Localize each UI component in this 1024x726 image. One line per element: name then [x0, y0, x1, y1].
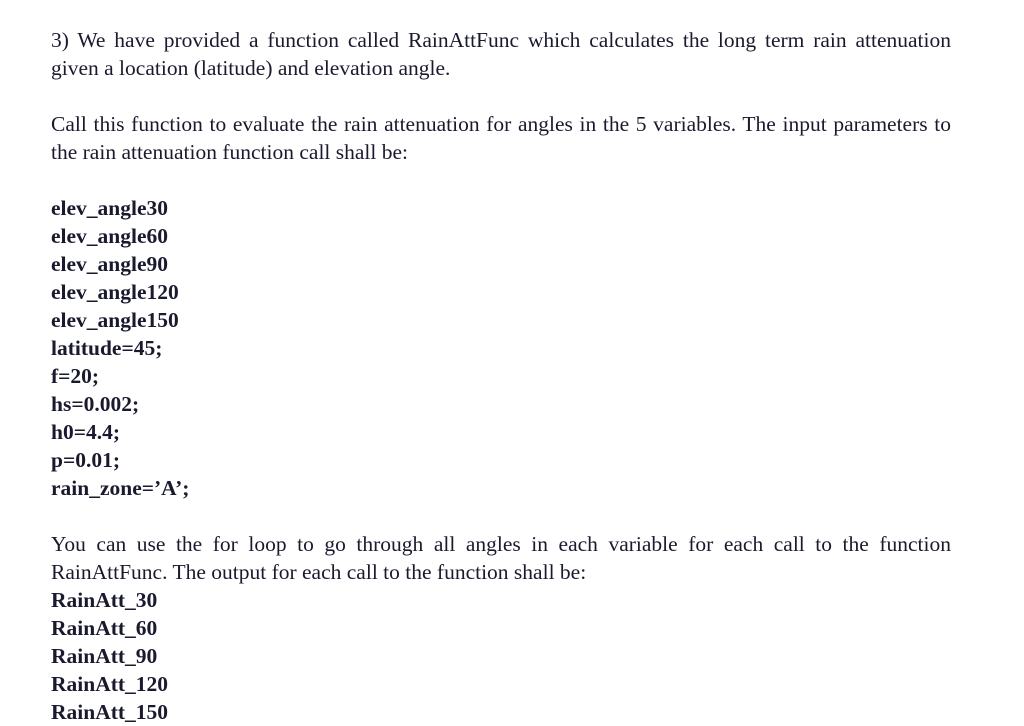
spacer [51, 166, 951, 194]
output-list [51, 586, 951, 726]
parameter-line: elev_angle150 [51, 308, 179, 332]
instruction-paragraph: Call this function to evaluate the rain attenuation for angles in the 5 variables. The input parameters to the rain attenuation function call shall be: [51, 112, 951, 164]
parameter-line: elev_angle30 [51, 196, 169, 220]
parameter-list [51, 194, 951, 502]
intro-paragraph: 3) We have provided a function called RainAttFunc which calculates the long term rain attenuation given a location (latitude) and elevation angle. [51, 28, 951, 80]
output-line: RainAtt_120 [51, 672, 169, 696]
parameter-line: elev_angle90 [51, 252, 169, 276]
loop-note-paragraph: You can use the for loop to go through all angles in each variable for each call to the function RainAttFunc. The output for each call to the function shall be: [51, 532, 951, 584]
document-page [51, 26, 951, 726]
spacer [51, 502, 951, 530]
parameter-line: h0=4.4; [51, 420, 120, 444]
parameter-line: f=20; [51, 364, 100, 388]
parameter-line: latitude=45; [51, 336, 163, 360]
output-line: RainAtt_60 [51, 616, 158, 640]
parameter-line: rain_zone=’A’; [51, 476, 190, 500]
parameter-line: p=0.01; [51, 448, 120, 472]
parameter-line: elev_angle120 [51, 280, 179, 304]
spacer [51, 82, 951, 110]
output-line: RainAtt_150 [51, 700, 169, 724]
parameter-line: elev_angle60 [51, 224, 169, 248]
parameter-line: hs=0.002; [51, 392, 140, 416]
output-line: RainAtt_90 [51, 644, 158, 668]
output-line: RainAtt_30 [51, 588, 158, 612]
